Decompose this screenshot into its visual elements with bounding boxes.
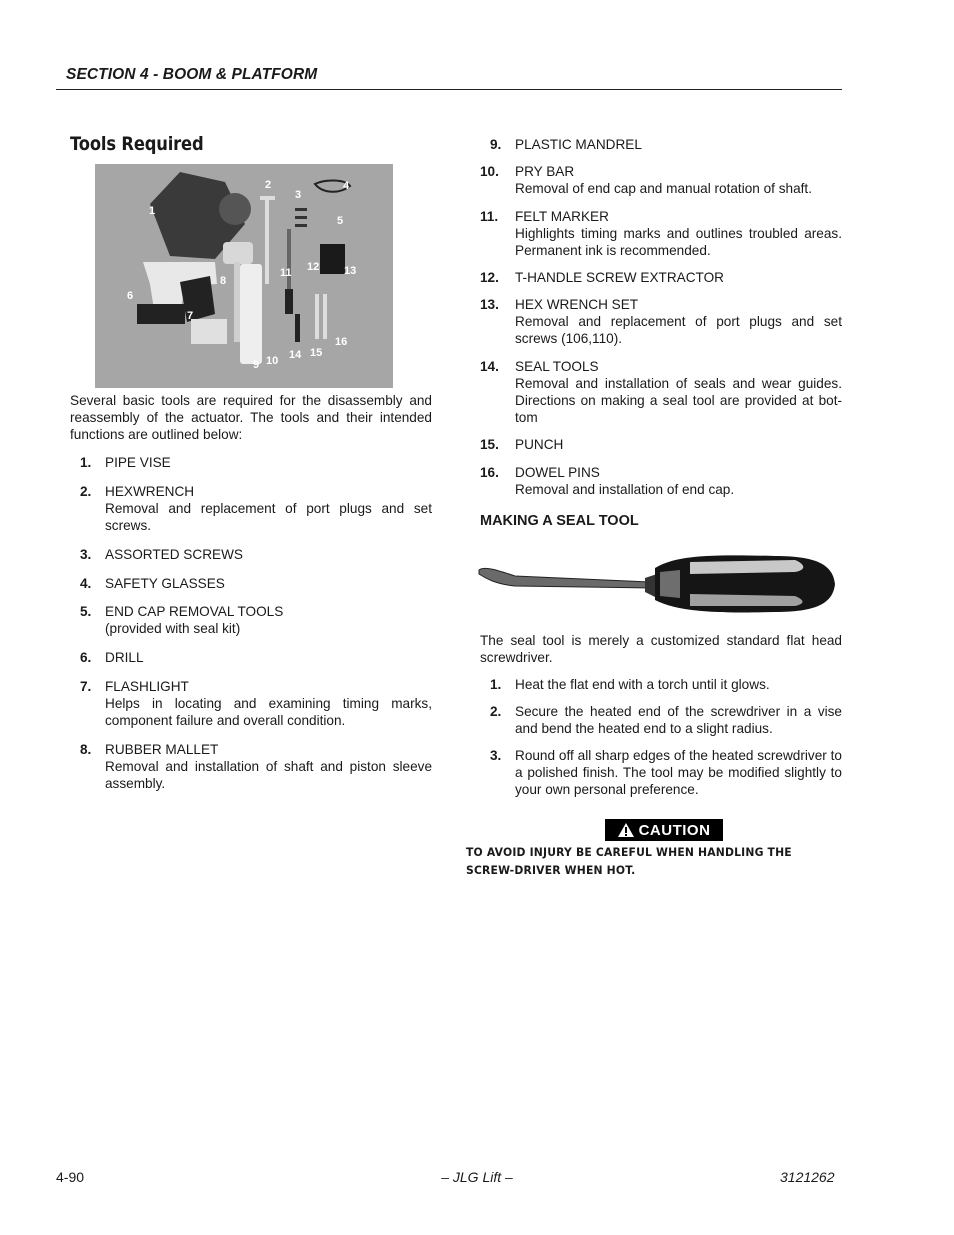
list-item: 1. Heat the flat end with a torch until it glows. bbox=[490, 677, 770, 692]
list-item: 15. PUNCH bbox=[480, 437, 564, 452]
svg-text:8: 8 bbox=[220, 275, 227, 287]
page-number: 4-90 bbox=[56, 1169, 85, 1185]
svg-text:7: 7 bbox=[187, 310, 194, 322]
list-item: 2. HEXWRENCH Removal and replacement of port plugs and set screws. bbox=[80, 484, 432, 533]
tools-required-heading: Tools Required bbox=[70, 133, 204, 155]
list-item: 8. RUBBER MALLET Removal and installation of shaft and piston sleeve assembly. bbox=[80, 742, 432, 791]
list-item: 4. SAFETY GLASSES bbox=[80, 576, 225, 591]
svg-text:2: 2 bbox=[265, 179, 272, 191]
warning-triangle-icon bbox=[618, 823, 634, 837]
screwdriver-illustration bbox=[475, 550, 840, 620]
header-rule bbox=[56, 89, 842, 90]
svg-text:16: 16 bbox=[335, 336, 348, 348]
list-item: 3. Round off all sharp edges of the heated screwdriver to a polished finish. The tool may be modified slightly to your own personal preference. bbox=[490, 748, 842, 797]
list-item: 12. T-HANDLE SCREW EXTRACTOR bbox=[480, 270, 724, 285]
svg-text:1: 1 bbox=[149, 205, 156, 217]
caution-label: CAUTION bbox=[638, 821, 711, 839]
list-item: 5. END CAP REMOVAL TOOLS (provided with seal kit) bbox=[80, 604, 284, 636]
caution-badge bbox=[605, 819, 723, 841]
list-item: 9. PLASTIC MANDREL bbox=[490, 137, 642, 152]
svg-text:4: 4 bbox=[343, 180, 350, 192]
svg-text:9: 9 bbox=[253, 359, 260, 371]
svg-text:11: 11 bbox=[280, 267, 292, 279]
tools-intro-paragraph: Several basic tools are required for the disassembly and reassembly of the actuator. The tools and their intended functions are outlined below: bbox=[70, 393, 432, 442]
svg-text:10: 10 bbox=[266, 355, 279, 367]
list-item: 7. FLASHLIGHT Helps in locating and examining timing marks, component failure and overall condition. bbox=[80, 679, 432, 728]
seal-tool-intro: The seal tool is merely a customized standard flat head screwdriver. bbox=[480, 633, 842, 665]
svg-text:15: 15 bbox=[310, 347, 323, 359]
list-item: 2. Secure the heated end of the screwdriver in a vise and bend the heated end to a slight radius. bbox=[490, 704, 842, 736]
list-item: 1. PIPE VISE bbox=[80, 455, 171, 470]
list-item: 16. DOWEL PINS Removal and installation of end cap. bbox=[480, 465, 735, 497]
svg-text:14: 14 bbox=[289, 349, 302, 361]
caution-text: TO AVOID INJURY BE CAREFUL WHEN HANDLING THE SCREW-DRIVER WHEN HOT. bbox=[466, 845, 792, 877]
list-item: 10. PRY BAR Removal of end cap and manual rotation of shaft. bbox=[480, 164, 812, 196]
tools-photo bbox=[95, 164, 393, 388]
svg-text:6: 6 bbox=[127, 290, 134, 302]
list-item: 11. FELT MARKER Highlights timing marks and outlines troubled areas. Permanent ink is recommended. bbox=[480, 209, 842, 258]
footer-brand: – JLG Lift – bbox=[441, 1169, 513, 1185]
svg-text:5: 5 bbox=[337, 215, 344, 227]
list-item: 13. HEX WRENCH SET Removal and replacement of port plugs and set screws (106,110). bbox=[480, 297, 842, 346]
list-item: 6. DRILL bbox=[80, 650, 144, 665]
svg-text:12: 12 bbox=[307, 261, 320, 273]
document-number: 3121262 bbox=[780, 1169, 835, 1185]
section-header-title: SECTION 4 - BOOM & PLATFORM bbox=[66, 66, 318, 83]
making-seal-tool-heading: MAKING A SEAL TOOL bbox=[480, 513, 639, 529]
svg-text:13: 13 bbox=[344, 265, 357, 277]
list-item: 14. SEAL TOOLS Removal and installation of seals and wear guides. Directions on making a seal tool are provided at bot-tom bbox=[480, 359, 842, 425]
list-item: 3. ASSORTED SCREWS bbox=[80, 547, 243, 562]
svg-text:3: 3 bbox=[295, 189, 302, 201]
